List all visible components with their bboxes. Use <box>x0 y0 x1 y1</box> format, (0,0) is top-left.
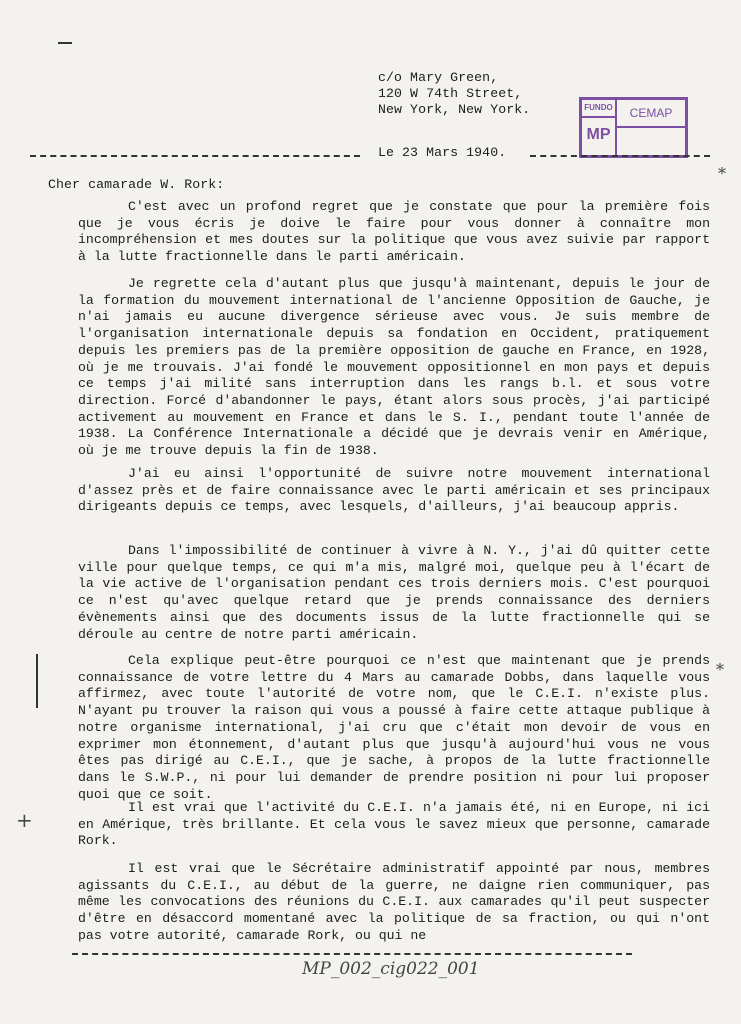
address-line-2: 120 W 74th Street, <box>378 86 523 101</box>
stamp-fundo: FUNDO <box>582 100 617 118</box>
paragraph-3: J'ai eu ainsi l'opportunité de suivre notre mouvement international d'assez près et de faire connaissance avec le parti américain et ses principaux dirigeants depuis ce temps, avec lesquels, d'ailleurs, j'ai beaucoup appris. <box>78 466 710 515</box>
letter-date: Le 23 Mars 1940. <box>378 145 507 160</box>
paragraph-1: C'est avec un profond regret que je constate que pour la première fois que je vous écris je doive le faire pour vous donner à connaître mon incompréhension et mes doutes sur la politique que vous avez suivie par rapport à la lutte fractionnelle dans le parti américain. <box>78 199 710 265</box>
paragraph-4: Dans l'impossibilité de continuer à vivre à N. Y., j'ai dû quitter cette ville pour quelque temps, ce qui m'a mis, malgré moi, quelque peu à l'écart de la vie active de l'organisation pendant ces trois derniers mois. C'est pourquoi ce n'est qu'avec quelque retard que je prends connaissance des derniers évènements ainsi que des documents issus de la lutte fractionnelle qui se déroule au centre de notre parti américain. <box>78 543 710 642</box>
address-line-3: New York, New York. <box>378 102 531 117</box>
margin-asterisk: * <box>718 164 726 183</box>
corner-mark <box>58 42 72 44</box>
paragraph-2: Je regrette cela d'autant plus que jusqu'à maintenant, depuis le jour de la formation du mouvement international de l'ancienne Opposition de Gauche, je n'ai jamais eu aucune divergence sérieuse avec vous. Je suis membre de l'organisation internationale depuis sa fondation en Occident, pratiquement depuis les premiers pas de la première opposition de gauche en France, en 1928, où je me trouvais. J'ai fondé le mouvement oppositionnel en mon pays et depuis ce temps j'ai milité sans interruption dans les rangs b.l. et sous votre direction. Forcé d'abandonner le pays, étant alors sous procès, j'ai participé activement au mouvement en France et dans le S. I., pendant toute l'année de 1938. La Conférence Internationale a décidé que je devrais venir en Amérique, où je me trouve depuis la fin de 1938. <box>78 276 710 459</box>
stamp-archive: CEMAP <box>617 100 685 128</box>
margin-asterisk-2: * <box>716 660 724 679</box>
paragraph-5: Cela explique peut-être pourquoi ce n'est que maintenant que je prends connaissance de votre lettre du 4 Mars au camarade Dobbs, dans laquelle vous affirmez, avec toute l'autorité de votre nom, que le C.E.I. n'existe plus. N'ayant pu trouver la raison qui vous a poussé à faire cette attaque publique à notre organisme international, j'ai cru que c'était mon devoir de vous en exprimer mon étonnement, d'autant plus que jusqu'à aujourd'hui vous ne vous êtes pas dirigé au C.E.I., que je sache, à propos de la lutte fractionnelle dans le S.W.P., ni pour lui demander de prendre position ni pour lui proposer quoi que ce soit. <box>78 653 710 802</box>
date-separator <box>530 155 710 157</box>
stamp-initials: MP <box>582 118 617 155</box>
archive-stamp <box>579 97 688 158</box>
paragraph-7: Il est vrai que le Sécrétaire administratif appointé par nous, membres agissants du C.E.I., au début de la guerre, ne daigne rien communiquer, pas même les convocations des réunions du C.E.I. aux camarades qu'il peut suspecter d'être en désaccord momentané avec la politique de sa fraction, ou qui n'ont pas votre autorité, camarade Rork, ou qui ne <box>78 861 710 943</box>
margin-bracket <box>36 654 44 708</box>
margin-cross: + <box>16 808 33 832</box>
archive-code: MP_002_cig022_001 <box>302 959 480 979</box>
address-line-1: c/o Mary Green, <box>378 70 499 85</box>
header-separator <box>30 155 360 157</box>
paragraph-6: Il est vrai que l'activité du C.E.I. n'a jamais été, ni en Europe, ni ici en Amérique, très brillante. Et cela vous le savez mieux que personne, camarade Rork. <box>78 800 710 849</box>
footer-separator <box>72 953 632 955</box>
salutation: Cher camarade W. Rork: <box>48 177 225 192</box>
